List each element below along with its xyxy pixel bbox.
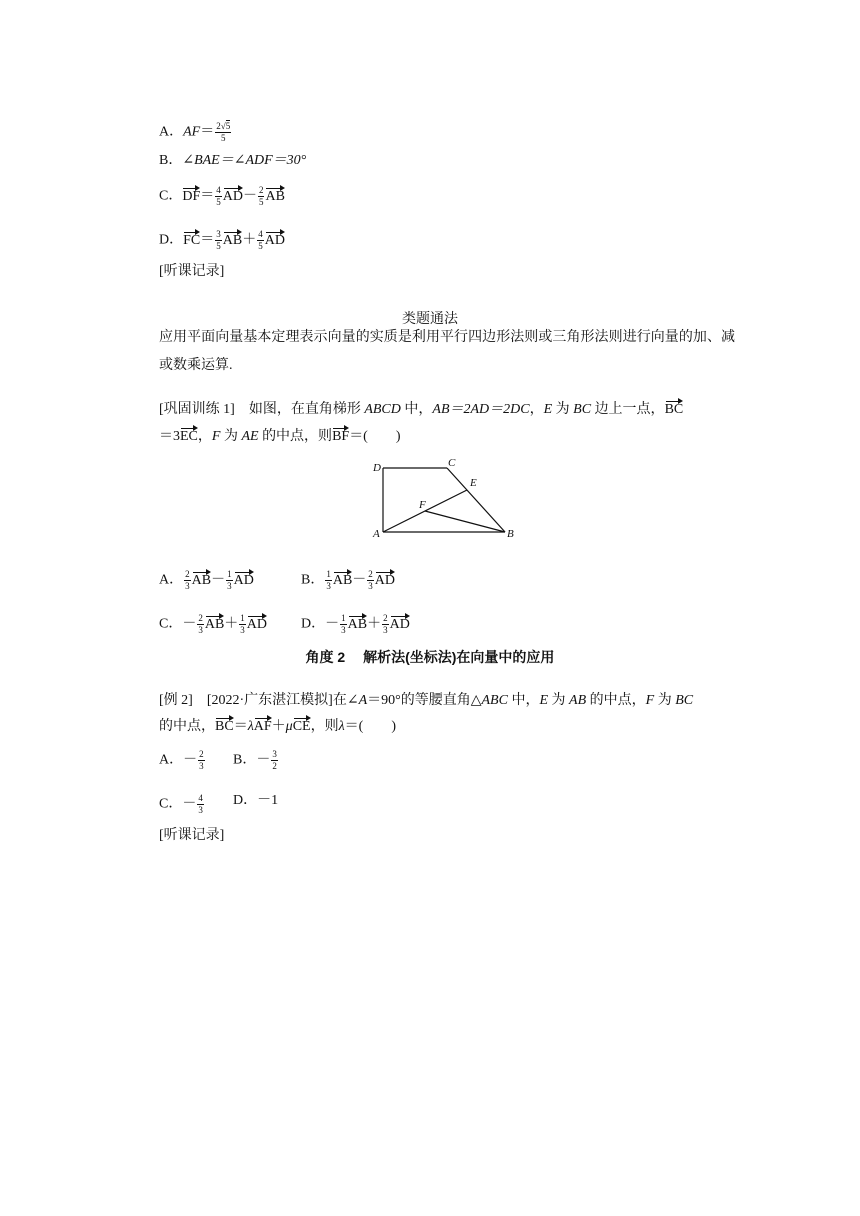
option-b: B．∠BAE＝∠ADF＝30°	[159, 153, 307, 168]
trapezoid-figure	[364, 452, 524, 544]
segment-fb	[425, 511, 505, 532]
ex1-option-d: D．－ $\frac{1}{3}$ AB＋ $\frac{2}{3}$ AD	[301, 613, 410, 635]
exercise1-line2: ＝3EC，F 为 AE 的中点，则BF＝( )	[159, 429, 401, 444]
fraction: $\frac{2√5}{5}$	[216, 121, 231, 143]
section-heading: 角度 2 解析法(坐标法)在向量中的应用	[305, 649, 555, 665]
example2-line1: [例 2] [2022·广东湛江模拟]在∠A＝90°的等腰直角△ABC 中，E 为 AB 的中点，F 为 BC	[159, 693, 694, 708]
ex2-option-d: D．－1	[233, 793, 279, 808]
ex1-option-a: A． $\frac{2}{3}$ AB－ $\frac{1}{3}$ AD	[159, 569, 254, 591]
label-d: D	[373, 462, 381, 474]
ex2-option-a: A．－ $\frac{2}{3}$	[159, 749, 204, 771]
sqrt-sign: √	[220, 121, 226, 131]
option-c: C．DF＝ $\frac{4}{5}$ AD－ $\frac{2}{5}$ AB	[159, 185, 285, 207]
label-a: A	[373, 528, 380, 540]
option-a: A．AF＝ $\frac{2√5}{5}$	[159, 121, 231, 143]
ex2-option-b: B．－ $\frac{3}{2}$	[233, 749, 277, 771]
option-d: D．FC＝ $\frac{3}{5}$ AB＋ $\frac{4}{5}$ AD	[159, 229, 285, 251]
listen-note-2: [听课记录]	[159, 828, 225, 843]
exercise1-line1: [巩固训练 1] 如图，在直角梯形 ABCD 中，AB＝2AD＝2DC，E 为 BC 边上一点，BC	[159, 402, 684, 417]
label-f: F	[419, 499, 426, 511]
ex1-option-b: B． $\frac{1}{3}$ AB－ $\frac{2}{3}$ AD	[301, 569, 396, 591]
ex2-option-c: C．－ $\frac{4}{3}$	[159, 793, 203, 815]
method-title: 类题通法	[402, 312, 458, 327]
label-c: C	[448, 457, 456, 469]
ex1-option-c: C．－ $\frac{2}{3}$ AB＋ $\frac{1}{3}$ AD	[159, 613, 268, 635]
example2-line2: 的中点，BC＝λAF＋μCE，则λ＝( )	[159, 719, 396, 734]
label-e: E	[470, 477, 477, 489]
listen-note: [听课记录]	[159, 264, 225, 279]
method-text: 应用平面向量基本定理表示向量的实质是利用平行四边形法则或三角形法则进行向量的加、减或数乘运算.	[159, 330, 735, 373]
label-b: B	[507, 528, 514, 540]
